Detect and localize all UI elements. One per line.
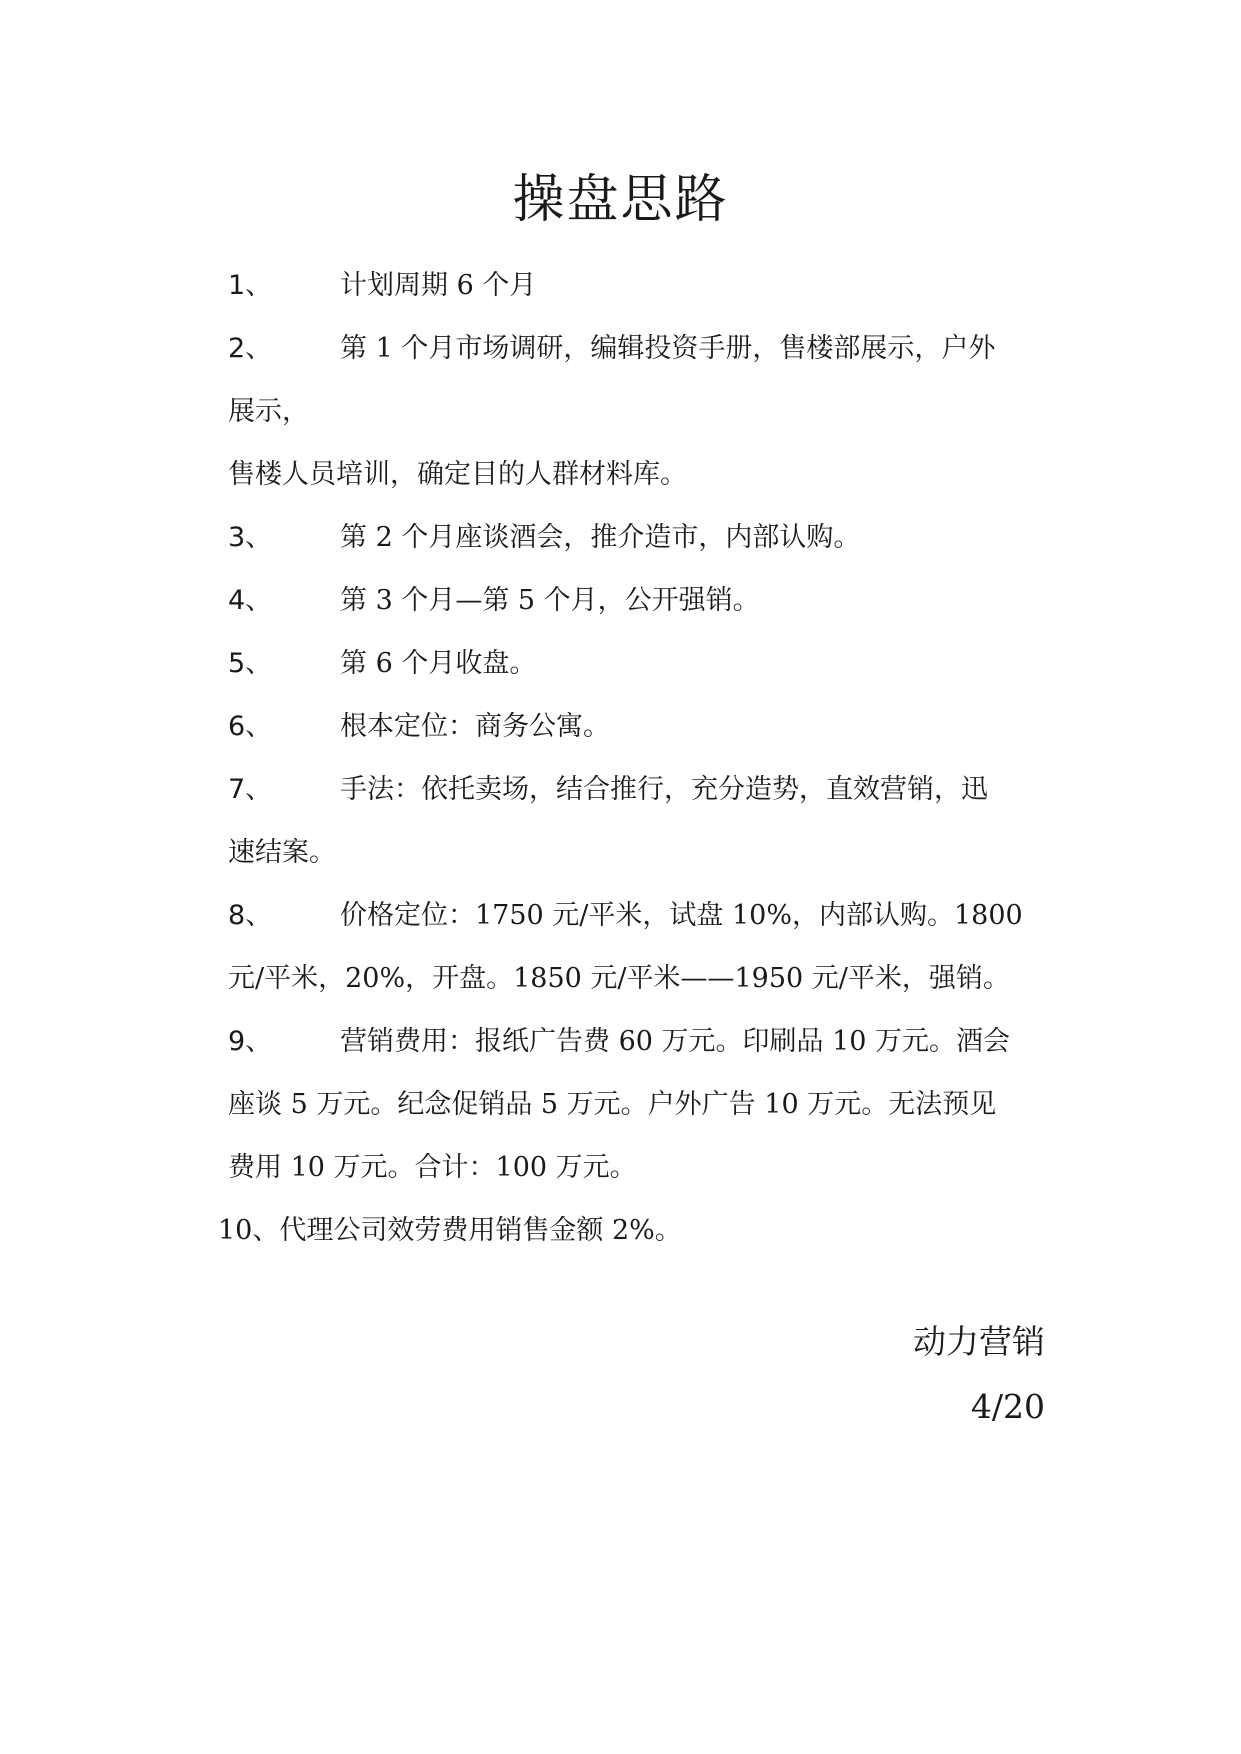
item-text: 第 1 个月市场调研，编辑投资手册，售楼部展示，户外: [340, 333, 996, 364]
item-continuation: 展示，: [228, 396, 309, 427]
item-number: 8、: [228, 900, 273, 931]
item-text: 第 6 个月收盘。: [340, 648, 537, 679]
item-number: 7、: [228, 774, 273, 805]
item-text: 第 2 个月座谈酒会，推介造市，内部认购。: [340, 522, 861, 553]
item-text: 计划周期 6 个月: [340, 270, 537, 301]
item-text: 10、代理公司效劳费用销售金额 2%。: [218, 1215, 682, 1246]
item-number: 3、: [228, 522, 273, 553]
item-continuation: 元/平米，20%，开盘。1850 元/平米——1950 元/平米，强销。: [228, 963, 1010, 994]
item-text: 营销费用：报纸广告费 60 万元。印刷品 10 万元。酒会: [340, 1026, 1011, 1057]
item-number: 4、: [228, 585, 273, 616]
item-continuation: 座谈 5 万元。纪念促销品 5 万元。户外广告 10 万元。无法预见: [228, 1089, 997, 1120]
page-title: 操盘思路: [512, 170, 729, 230]
item-number: 2、: [228, 333, 273, 364]
item-continuation: 速结案。: [228, 837, 336, 868]
item-continuation: 费用 10 万元。合计：100 万元。: [228, 1152, 637, 1183]
item-text: 第 3 个月—第 5 个月，公开强销。: [340, 585, 760, 616]
item-text: 价格定位：1750 元/平米，试盘 10%，内部认购。1800: [340, 900, 1023, 931]
item-number: 6、: [228, 711, 273, 742]
item-number: 5、: [228, 648, 273, 679]
date: 4/20: [970, 1387, 1045, 1426]
item-number: 9、: [228, 1026, 273, 1057]
signature: 动力营销: [913, 1322, 1045, 1361]
item-number: 1、: [228, 270, 273, 301]
item-continuation: 售楼人员培训，确定目的人群材料库。: [228, 459, 687, 490]
item-text: 手法：依托卖场，结合推行，充分造势，直效营销，迅: [340, 774, 988, 805]
item-text: 根本定位：商务公寓。: [340, 711, 610, 742]
